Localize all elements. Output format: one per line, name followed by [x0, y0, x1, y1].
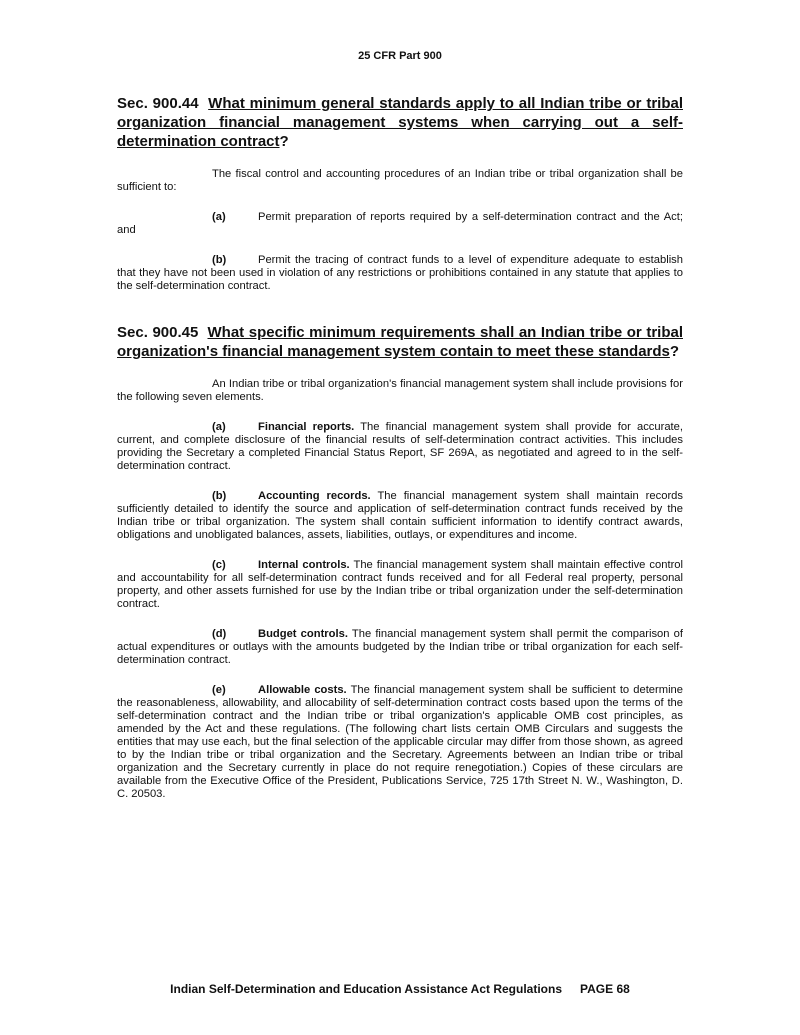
- item-heading: Allowable costs.: [258, 684, 347, 696]
- page-number: PAGE 68: [580, 982, 630, 996]
- list-item: [117, 254, 683, 293]
- footer-title: Indian Self-Determination and Education Assistance Act Regulations: [170, 982, 563, 996]
- section-intro: [117, 378, 683, 404]
- item-heading: Internal controls.: [258, 559, 350, 571]
- item-label: (b): [212, 490, 227, 502]
- item-heading: Budget controls.: [258, 628, 348, 640]
- section-question-mark: ?: [279, 133, 289, 150]
- section-question: What minimum general standards apply to all Indian tribe or tribal organization financial management systems when carrying out a self-determination contract: [117, 95, 683, 150]
- item-text: The financial management system shall permit the comparison of actual expenditures or outlays with the amounts budgeted by the Indian tribe or tribal organization for each self-determination contract.: [117, 628, 683, 666]
- item-label: (a): [212, 211, 226, 223]
- item-heading: Accounting records.: [258, 490, 371, 502]
- list-item: [117, 684, 683, 801]
- item-heading: Financial reports.: [258, 421, 355, 433]
- section-intro-text: The fiscal control and accounting procedures of an Indian tribe or tribal organization shall be sufficient to:: [117, 168, 683, 193]
- item-text: The financial management system shall provide for accurate, current, and complete disclosure of the financial results of self-determination contract activities. This includes providing the Secretary a completed Financial Status Report, SF 269A, as negotiated and agreed to in the self-determination contract.: [117, 421, 683, 472]
- list-item: [117, 421, 683, 473]
- section-heading: [117, 323, 683, 361]
- section-intro: [117, 168, 683, 194]
- list-item: [117, 628, 683, 667]
- page-footer: [0, 982, 800, 996]
- section-question-mark: ?: [669, 343, 680, 360]
- item-text: Permit preparation of reports required by a self-determination contract and the Act; and: [117, 211, 683, 236]
- item-label: (b): [212, 254, 227, 266]
- item-label: (c): [212, 559, 226, 571]
- section-heading: [117, 94, 683, 151]
- item-text: Permit the tracing of contract funds to a level of expenditure adequate to establish that they have not been used in violation of any restrictions or prohibitions contained in any statute that applies to the self-determination contract.: [117, 254, 683, 292]
- item-text: The financial management system shall maintain effective control and accountability for all self-determination contract funds received and for all Federal real property, personal property, and other assets furnished for use by the Indian tribe or tribal organization under the self-determination contract.: [117, 559, 684, 610]
- item-text: The financial management system shall be sufficient to determine the reasonableness, allowability, and allocability of self-determination contract costs based upon the terms of the self-determination contract and the Indian tribe or tribal organization's applicable OMB cost principles, as amended by the Act and these regulations. (The following chart lists certain OMB Circulars and suggests the entities that may use each, but the final selection of the applicable circular may differ from those shown, as agreed to by the Indian tribe or tribal organization and the Secretary. Agreements between an Indian tribe or tribal organization and the Secretary currently in place do not require renegotiation.) Copies of these circulars are available from the Executive Office of the President, Publications Service, 725 17th Street N. W., Washington, D. C. 20503.: [117, 684, 684, 800]
- item-label: (e): [212, 684, 226, 696]
- section-number: Sec. 900.44: [117, 95, 199, 112]
- page-header: 25 CFR Part 900: [358, 50, 442, 62]
- section-intro-text: An Indian tribe or tribal organization's financial management system shall include provisions for the following seven elements.: [117, 378, 683, 403]
- list-item: [117, 490, 683, 542]
- list-item: [117, 559, 683, 611]
- item-text: The financial management system shall maintain records sufficiently detailed to identify the source and application of self-determination contract funds received by the Indian tribe or tribal organization. The system shall contain sufficient information to identify contract awards, obligations and unobligated balances, assets, liabilities, outlays, or expenditures and income.: [117, 490, 683, 541]
- list-item: [117, 211, 683, 237]
- item-label: (a): [212, 421, 226, 433]
- section-number: Sec. 900.45: [117, 324, 199, 341]
- section-question: What specific minimum requirements shall an Indian tribe or tribal organization's financial management system contain to meet these standards: [117, 324, 683, 360]
- item-label: (d): [212, 628, 227, 640]
- document-body: [117, 92, 683, 801]
